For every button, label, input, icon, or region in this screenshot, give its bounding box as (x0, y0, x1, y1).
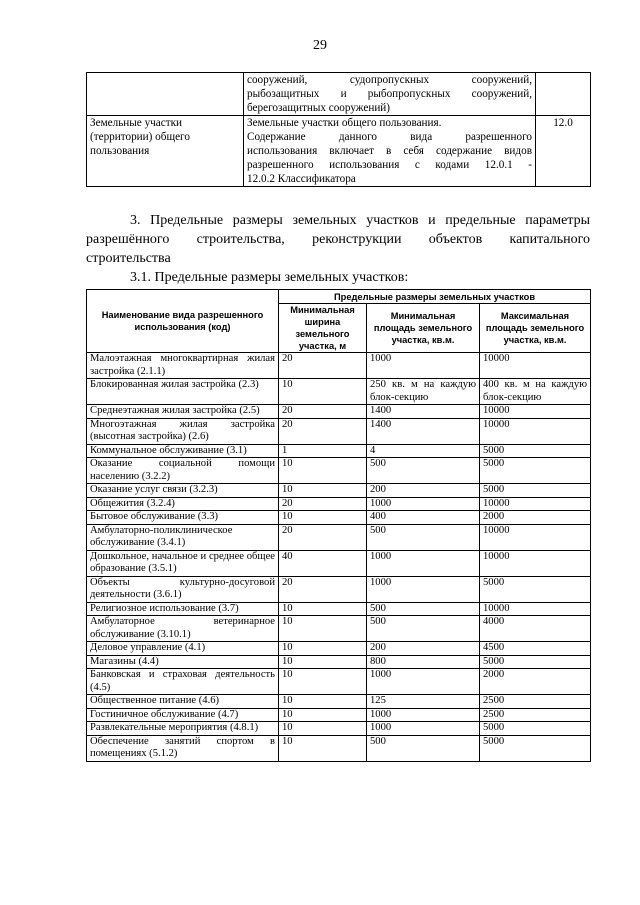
subsection-heading: 3.1. Предельные размеры земельных участков: (130, 270, 409, 285)
table-row (87, 73, 591, 116)
row-name-cell: Среднеэтажная жилая застройка (2.5) (87, 405, 279, 419)
min-area-cell: 200 (367, 484, 480, 498)
table-row (87, 116, 591, 187)
text-line: Содержание данного вида разрешенного (247, 131, 532, 143)
land-use-table-continuation (86, 72, 591, 187)
row-name-cell: Гостиничное обслуживание (4.7) (87, 708, 279, 722)
header-min-area: Минимальная площадь земельного участка, кв.м. (367, 304, 480, 353)
max-area-cell: 10000 (480, 602, 591, 616)
min-width-cell: 10 (279, 708, 367, 722)
min-area-cell: 250 кв. м на каждую блок-секцию (367, 379, 480, 405)
min-area-cell: 1000 (367, 722, 480, 736)
min-area-cell: 500 (367, 735, 480, 761)
min-area-cell: 4 (367, 444, 480, 458)
max-area-cell: 5000 (480, 722, 591, 736)
min-width-cell: 10 (279, 655, 367, 669)
row-name-cell: Общественное питание (4.6) (87, 695, 279, 709)
table-body (87, 353, 591, 762)
row-name-cell: Оказание услуг связи (3.2.3) (87, 484, 279, 498)
table-row (87, 616, 591, 642)
max-area-cell: 10000 (480, 550, 591, 576)
row-name-cell: Амбулаторно-поликлиническое обслуживание (3.4.1) (87, 524, 279, 550)
table-cell (87, 73, 244, 116)
max-area-cell: 10000 (480, 405, 591, 419)
min-width-cell: 20 (279, 405, 367, 419)
min-area-cell: 500 (367, 616, 480, 642)
code-cell (536, 73, 591, 116)
table-row (87, 655, 591, 669)
min-area-cell: 500 (367, 602, 480, 616)
min-width-cell: 20 (279, 497, 367, 511)
min-area-cell: 500 (367, 458, 480, 484)
heading-line (86, 211, 590, 230)
min-width-cell: 20 (279, 524, 367, 550)
min-area-cell: 500 (367, 524, 480, 550)
min-width-cell: 20 (279, 353, 367, 379)
max-area-cell: 5000 (480, 735, 591, 761)
description-cell (244, 116, 536, 187)
min-width-cell: 10 (279, 458, 367, 484)
row-name-cell: Магазины (4.4) (87, 655, 279, 669)
min-width-cell: 10 (279, 602, 367, 616)
min-width-cell: 10 (279, 511, 367, 525)
header-name: Наименование вида разрешенного использования (код) (87, 290, 279, 353)
max-area-cell: 10000 (480, 524, 591, 550)
table-row (87, 379, 591, 405)
header-max-area: Максимальная площадь земельного участка, кв.м. (480, 304, 591, 353)
max-area-cell: 4500 (480, 642, 591, 656)
min-area-cell: 1000 (367, 708, 480, 722)
table-row (87, 458, 591, 484)
min-area-cell: 400 (367, 511, 480, 525)
table-row (87, 444, 591, 458)
min-area-cell: 200 (367, 642, 480, 656)
header-min-width: Минимальная ширина земельного участка, м (279, 304, 367, 353)
max-area-cell: 10000 (480, 418, 591, 444)
row-name-cell: Блокированная жилая застройка (2.3) (87, 379, 279, 405)
table-row (87, 353, 591, 379)
table-row (87, 550, 591, 576)
max-area-cell: 2500 (480, 708, 591, 722)
row-name-cell: Развлекательные мероприятия (4.8.1) (87, 722, 279, 736)
table-row (87, 405, 591, 419)
max-area-cell: 5000 (480, 458, 591, 484)
min-width-cell: 10 (279, 695, 367, 709)
min-width-cell: 10 (279, 616, 367, 642)
min-area-cell: 800 (367, 655, 480, 669)
header-row (87, 290, 591, 304)
min-width-cell: 10 (279, 484, 367, 498)
description-cell (244, 73, 536, 116)
min-width-cell: 20 (279, 418, 367, 444)
header-group: Предельные размеры земельных участков (279, 290, 591, 304)
table-row (87, 511, 591, 525)
text-line: 12.0.2 Классификатора (247, 173, 356, 185)
min-area-cell: 125 (367, 695, 480, 709)
table-row (87, 484, 591, 498)
table-row (87, 695, 591, 709)
min-width-cell: 10 (279, 735, 367, 761)
min-area-cell: 1000 (367, 576, 480, 602)
max-area-cell: 2000 (480, 511, 591, 525)
max-area-cell: 5000 (480, 576, 591, 602)
row-name-cell: Общежития (3.2.4) (87, 497, 279, 511)
text-line: пользования (90, 145, 150, 157)
row-name-cell: Многоэтажная жилая застройка (высотная застройка) (2.6) (87, 418, 279, 444)
min-width-cell: 20 (279, 576, 367, 602)
min-width-cell: 10 (279, 669, 367, 695)
min-width-cell: 40 (279, 550, 367, 576)
name-cell (87, 116, 244, 187)
row-name-cell: Религиозное использование (3.7) (87, 602, 279, 616)
row-name-cell: Коммунальное обслуживание (3.1) (87, 444, 279, 458)
text-line: Земельные участки (90, 117, 183, 129)
row-name-cell: Объекты культурно-досуговой деятельности (3.6.1) (87, 576, 279, 602)
min-width-cell: 10 (279, 379, 367, 405)
land-plot-size-table (86, 289, 591, 762)
table-row (87, 418, 591, 444)
row-name-cell: Оказание социальной помощи населению (3.2.2) (87, 458, 279, 484)
max-area-cell: 2500 (480, 695, 591, 709)
row-name-cell: Бытовое обслуживание (3.3) (87, 511, 279, 525)
min-area-cell: 1000 (367, 669, 480, 695)
min-area-cell: 1000 (367, 497, 480, 511)
heading-text: 3. Предельные размеры земельных участков и предельные параметры (130, 213, 590, 228)
max-area-cell: 2000 (480, 669, 591, 695)
text-line: сооружений, судопропускных сооружений, (247, 74, 532, 86)
section-heading (86, 211, 590, 268)
table-row (87, 602, 591, 616)
text-line: (территории) общего (90, 131, 190, 143)
row-name-cell: Банковская и страховая деятельность (4.5) (87, 669, 279, 695)
text-line: рыбозащитных и рыбопропускных сооружений, (247, 88, 532, 100)
max-area-cell: 10000 (480, 497, 591, 511)
max-area-cell: 5000 (480, 655, 591, 669)
text-line: разрешенного использования с кодами 12.0.1 - (247, 159, 532, 171)
table-row (87, 576, 591, 602)
table-row (87, 669, 591, 695)
page-number: 29 (313, 38, 327, 53)
text-line: Земельные участки общего пользования. (247, 117, 442, 129)
min-area-cell: 1400 (367, 405, 480, 419)
min-width-cell: 1 (279, 444, 367, 458)
text-line: берегозащитных сооружений) (247, 102, 391, 114)
row-name-cell: Обеспечение занятий спортом в помещениях (5.1.2) (87, 735, 279, 761)
code-cell: 12.0 (536, 116, 591, 187)
table-row (87, 524, 591, 550)
row-name-cell: Дошкольное, начальное и среднее общее образование (3.5.1) (87, 550, 279, 576)
heading-line: строительства (86, 251, 171, 266)
max-area-cell: 4000 (480, 616, 591, 642)
row-name-cell: Деловое управление (4.1) (87, 642, 279, 656)
text-line: использования включает в себя содержание видов (247, 145, 532, 157)
max-area-cell: 10000 (480, 353, 591, 379)
heading-line: разрешённого строительства, реконструкции объектов капитального (86, 232, 590, 247)
table-row (87, 708, 591, 722)
max-area-cell: 5000 (480, 444, 591, 458)
min-width-cell: 10 (279, 722, 367, 736)
min-width-cell: 10 (279, 642, 367, 656)
row-name-cell: Малоэтажная многоквартирная жилая застройка (2.1.1) (87, 353, 279, 379)
row-name-cell: Амбулаторное ветеринарное обслуживание (3.10.1) (87, 616, 279, 642)
min-area-cell: 1400 (367, 418, 480, 444)
max-area-cell: 5000 (480, 484, 591, 498)
table-row (87, 642, 591, 656)
min-area-cell: 1000 (367, 550, 480, 576)
table-row (87, 497, 591, 511)
max-area-cell: 400 кв. м на каждую блок-секцию (480, 379, 591, 405)
min-area-cell: 1000 (367, 353, 480, 379)
table-row (87, 722, 591, 736)
table-row (87, 735, 591, 761)
